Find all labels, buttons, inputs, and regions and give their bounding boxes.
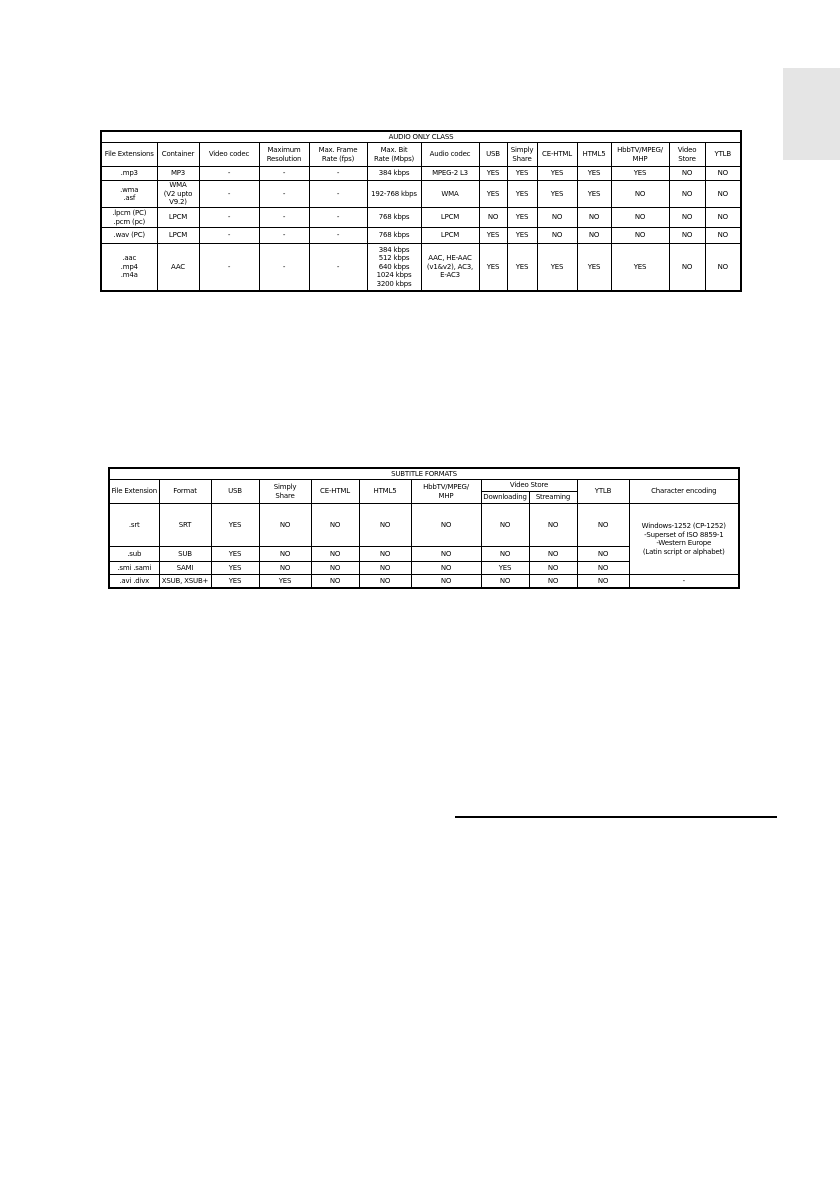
character-encoding-cell: - [629, 575, 739, 589]
table-cell: NO [705, 244, 741, 292]
table-cell: YES [259, 575, 311, 589]
table-cell: YES [507, 208, 537, 228]
table-cell: NO [529, 547, 577, 562]
table-cell: SUB [159, 547, 211, 562]
table-cell: YES [481, 562, 529, 575]
table-cell: - [199, 181, 259, 208]
table-cell: NO [669, 208, 705, 228]
audio-header-cell: Audio codec [421, 143, 479, 167]
header-ce-html: CE-HTML [311, 480, 359, 504]
table-cell: .srt [109, 504, 159, 547]
table-cell: YES [479, 244, 507, 292]
table-cell: NO [481, 547, 529, 562]
audio-header-cell: YTLB [705, 143, 741, 167]
table-cell: LPCM [421, 228, 479, 244]
table-cell: 384 kbps 512 kbps 640 kbps 1024 kbps 3200 kbps [367, 244, 421, 292]
audio-header-cell: Max. Frame Rate (fps) [309, 143, 367, 167]
header-hbbtv: HbbTV/MPEG/ MHP [411, 480, 481, 504]
table-cell: NO [411, 504, 481, 547]
table-cell: YES [577, 181, 611, 208]
header-html5: HTML5 [359, 480, 411, 504]
audio-header-cell: Video codec [199, 143, 259, 167]
table-cell: .sub [109, 547, 159, 562]
table-cell: 192-768 kbps [367, 181, 421, 208]
audio-header-cell: CE-HTML [537, 143, 577, 167]
character-encoding-cell: Windows-1252 (CP-1252) -Superset of ISO 8859-1 -Western Europe (Latin script or alphabet) [629, 504, 739, 575]
header-usb: USB [211, 480, 259, 504]
table-cell: YES [211, 575, 259, 589]
table-cell: - [259, 244, 309, 292]
table-row [101, 244, 741, 292]
table-cell: YES [537, 167, 577, 181]
header-character-encoding: Character encoding [629, 480, 739, 504]
table-cell: NO [577, 562, 629, 575]
table-cell: YES [479, 228, 507, 244]
table-cell: YES [479, 181, 507, 208]
table-cell: NO [311, 575, 359, 589]
table-cell: - [309, 228, 367, 244]
table-cell: YES [211, 547, 259, 562]
table-cell: YES [537, 244, 577, 292]
header-format: Format [159, 480, 211, 504]
audio-header-cell: Simply Share [507, 143, 537, 167]
table-cell: NO [529, 504, 577, 547]
table-cell: NO [669, 167, 705, 181]
table-cell: NO [529, 575, 577, 589]
table-cell: NO [359, 547, 411, 562]
table-cell: YES [507, 181, 537, 208]
table-cell: .wav (PC) [101, 228, 157, 244]
table-cell: - [259, 181, 309, 208]
table-cell: NO [311, 504, 359, 547]
table-cell: NO [611, 181, 669, 208]
table-cell: WMA (V2 upto V9.2) [157, 181, 199, 208]
table-cell: NO [411, 562, 481, 575]
table-cell: NO [537, 208, 577, 228]
table-cell: NO [705, 208, 741, 228]
table-cell: NO [479, 208, 507, 228]
table-cell: NO [529, 562, 577, 575]
table-cell: NO [705, 181, 741, 208]
table-cell: .lpcm (PC) .pcm (pc) [101, 208, 157, 228]
table-cell: NO [611, 208, 669, 228]
table-cell: - [199, 244, 259, 292]
table-cell: YES [577, 167, 611, 181]
table-cell: YES [611, 244, 669, 292]
table-cell: - [199, 228, 259, 244]
table-cell: NO [359, 575, 411, 589]
table-cell: XSUB, XSUB+ [159, 575, 211, 589]
table-cell: YES [537, 181, 577, 208]
table-cell: NO [411, 575, 481, 589]
table-cell: LPCM [157, 208, 199, 228]
table-row [101, 167, 741, 181]
audio-header-cell: Max. Bit Rate (Mbps) [367, 143, 421, 167]
audio-header-cell: File Extensions [101, 143, 157, 167]
table-cell: NO [577, 547, 629, 562]
table-cell: SRT [159, 504, 211, 547]
horizontal-rule [455, 816, 777, 818]
table-cell: NO [611, 228, 669, 244]
audio-table-caption: AUDIO ONLY CLASS [101, 131, 741, 143]
table-cell: NO [259, 504, 311, 547]
table-cell: .aac .mp4 .m4a [101, 244, 157, 292]
table-cell: LPCM [421, 208, 479, 228]
table-cell: NO [411, 547, 481, 562]
table-cell: YES [577, 244, 611, 292]
table-cell: NO [669, 228, 705, 244]
table-cell: NO [259, 547, 311, 562]
table-cell: - [309, 181, 367, 208]
table-cell: - [309, 167, 367, 181]
table-cell: NO [669, 181, 705, 208]
audio-header-cell: Container [157, 143, 199, 167]
table-cell: NO [577, 228, 611, 244]
table-cell: NO [481, 504, 529, 547]
table-cell: NO [669, 244, 705, 292]
table-cell: 768 kbps [367, 228, 421, 244]
table-cell: .wma .asf [101, 181, 157, 208]
audio-header-cell: Maximum Resolution [259, 143, 309, 167]
table-row [101, 181, 741, 208]
table-cell: YES [507, 244, 537, 292]
header-ytlb: YTLB [577, 480, 629, 504]
table-cell: AAC, HE-AAC (v1&v2), AC3, E-AC3 [421, 244, 479, 292]
audio-header-cell: HbbTV/MPEG/ MHP [611, 143, 669, 167]
table-cell: NO [577, 575, 629, 589]
table-cell: YES [479, 167, 507, 181]
table-cell: NO [259, 562, 311, 575]
table-cell: - [199, 208, 259, 228]
table-cell: NO [359, 504, 411, 547]
header-streaming: Streaming [529, 492, 577, 504]
table-cell: YES [611, 167, 669, 181]
table-cell: - [309, 244, 367, 292]
table-cell: NO [537, 228, 577, 244]
table-cell: YES [507, 167, 537, 181]
table-cell: NO [577, 208, 611, 228]
table-row [109, 575, 739, 589]
audio-header-cell: USB [479, 143, 507, 167]
subtitle-table-caption: SUBTITLE FORMATS [109, 468, 739, 480]
table-cell: NO [311, 562, 359, 575]
table-row [101, 228, 741, 244]
table-cell: .mp3 [101, 167, 157, 181]
table-cell: 768 kbps [367, 208, 421, 228]
subtitle-formats-table [108, 467, 740, 589]
table-cell: 384 kbps [367, 167, 421, 181]
table-cell: AAC [157, 244, 199, 292]
table-cell: NO [577, 504, 629, 547]
table-cell: WMA [421, 181, 479, 208]
table-cell: YES [507, 228, 537, 244]
table-cell: MP3 [157, 167, 199, 181]
table-cell: NO [481, 575, 529, 589]
table-cell: NO [705, 228, 741, 244]
table-row [101, 208, 741, 228]
table-cell: - [259, 228, 309, 244]
header-video-store: Video Store [481, 480, 577, 492]
table-cell: - [309, 208, 367, 228]
table-cell: NO [705, 167, 741, 181]
table-cell: SAMI [159, 562, 211, 575]
table-cell: .smi .sami [109, 562, 159, 575]
table-cell: YES [211, 562, 259, 575]
audio-header-cell: Video Store [669, 143, 705, 167]
audio-table-header-row [101, 143, 741, 167]
section-tab [783, 68, 840, 160]
table-cell: - [259, 167, 309, 181]
header-file-extension: File Extension [109, 480, 159, 504]
audio-only-class-table [100, 130, 742, 292]
table-cell: .avi .divx [109, 575, 159, 589]
table-cell: - [199, 167, 259, 181]
table-cell: MPEG-2 L3 [421, 167, 479, 181]
audio-header-cell: HTML5 [577, 143, 611, 167]
header-downloading: Downloading [481, 492, 529, 504]
header-simply-share: Simply Share [259, 480, 311, 504]
table-cell: NO [311, 547, 359, 562]
table-cell: YES [211, 504, 259, 547]
table-row [109, 504, 739, 547]
table-cell: - [259, 208, 309, 228]
table-cell: NO [359, 562, 411, 575]
table-cell: LPCM [157, 228, 199, 244]
